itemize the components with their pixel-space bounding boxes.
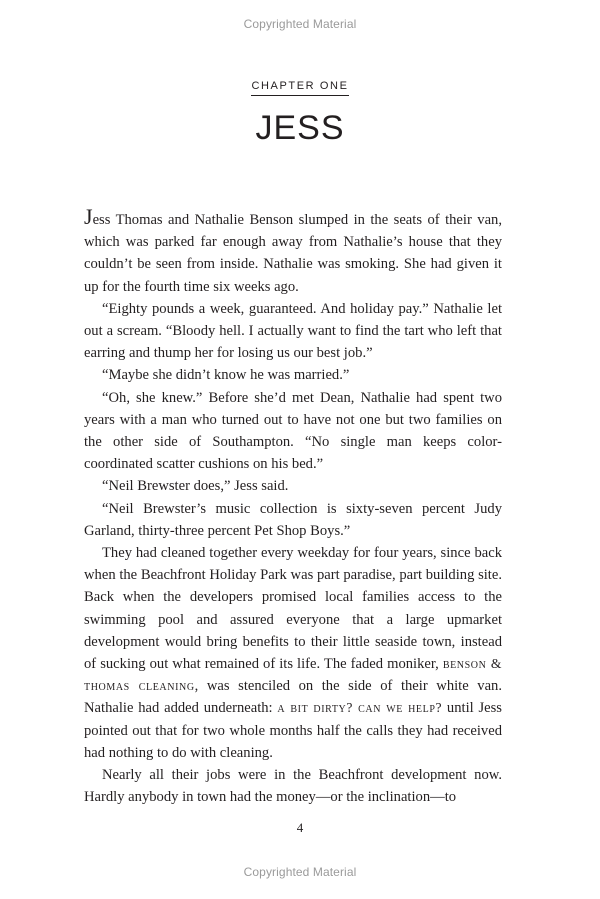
copyright-watermark-top: Copyrighted Material [243, 17, 357, 31]
paragraph: They had cleaned together every weekday for four years, since back when the Beachfront Holiday Park was part paradise, part building site. Back when the developers promised local families access to the swimming pool and assured everyone that a large upmarket development would bring benefits to their little seaside town, instead of sucking out what remained of its life. The faded moniker, benson & thomas cleaning, was stenciled on the side of their white van. Nathalie had added underneath: a bit dirty? can we help? until Jess pointed out that for two whole months half the calls they had received had nothing to do with cleaning. [84, 545, 502, 761]
chapter-body [84, 204, 502, 808]
page-number: 4 [296, 820, 304, 835]
paragraph: “Maybe she didn’t know he was married.” [102, 367, 350, 384]
chapter-label-text: CHAPTER ONE [251, 80, 348, 96]
van-slogan: a bit dirty? can we help? [277, 700, 443, 716]
van-moniker: benson & thomas cleaning [84, 656, 502, 694]
paragraph: Nearly all their jobs were in the Beachfront development now. Hardly anybody in town had the money—or the inclination—to [84, 767, 502, 806]
chapter-label [0, 76, 600, 96]
chapter-title: JESS [255, 109, 345, 147]
paragraph: “Oh, she knew.” Before she’d met Dean, Nathalie had spent two years with a man who turned out to have not one but two families on the other side of Southampton. “No single man keeps color-coordinated scatter cushions on his bed.” [84, 389, 502, 473]
paragraph: “Neil Brewster does,” Jess said. [102, 478, 289, 495]
paragraph: “Neil Brewster’s music collection is sixty-seven percent Judy Garland, thirty-three percent Pet Shop Boys.” [84, 500, 502, 539]
copyright-watermark-bottom: Copyrighted Material [243, 865, 357, 879]
drop-initial: J [84, 204, 93, 229]
paragraph: “Eighty pounds a week, guaranteed. And holiday pay.” Nathalie let out a scream. “Bloody hell. I actually want to find the tart who left that earring and thump her for losing us our best job.” [84, 300, 502, 362]
paragraph: Jess Thomas and Nathalie Benson slumped in the seats of their van, which was parked far enough away from Nathalie’s house that they couldn’t be seen from inside. Nathalie was smoking. She had given it up for the fourth time six weeks ago. [84, 204, 502, 295]
